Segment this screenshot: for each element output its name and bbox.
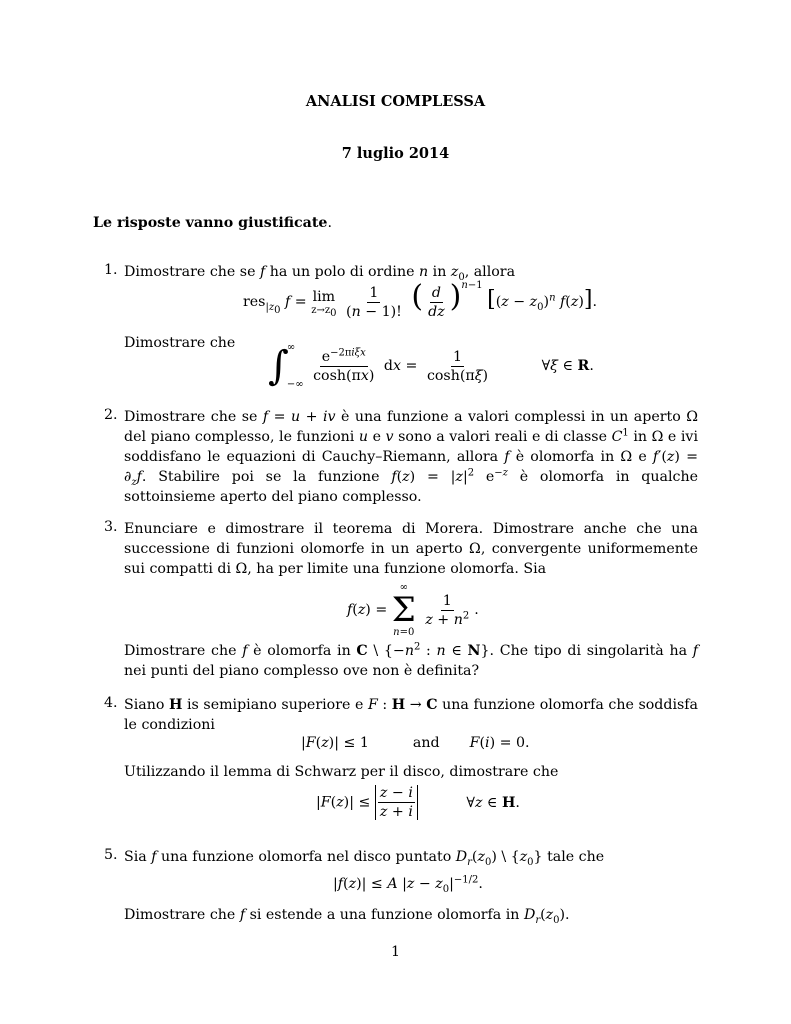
problem-4-formula-schwarz: |F(z)| ≤ $\frac{z - i}{z + i}$ ∀z ∈ H. — [316, 785, 520, 820]
problem-3-text-a: Enunciare e dimostrare il teorema di Morera. Dimostrare anche che una successione di funzioni olomorfe in un aperto Ω, convergente uniformemente sui compatti di Ω, ha per limite una funzione olomorfa. Sia — [124, 521, 698, 577]
problem-4-number: 4. — [104, 695, 118, 711]
problem-4-text-b: Utilizzando il lemma di Schwarz per il disco, dimostrare che — [124, 764, 559, 780]
problem-1-text-a: Dimostrare che se f ha un polo di ordine n in $z_0$, allora — [124, 264, 516, 283]
intro-text: Le risposte vanno giustificate — [93, 215, 328, 231]
problem-2-number: 2. — [104, 407, 118, 423]
problem-1-number: 1. — [104, 262, 118, 278]
problem-5-number: 5. — [104, 847, 118, 863]
problem-3-formula-series: f(z) = ∞ Σ n=0 $\frac{1}{z + n^2}$ . — [347, 582, 479, 638]
intro-note: Le risposte vanno giustificate. — [93, 215, 332, 231]
page-number: 1 — [390, 944, 401, 960]
problem-5-text-b: Dimostrare che f si estende a una funzione olomorfa in $D_r(z_0)$. — [124, 907, 570, 926]
document-date: 7 luglio 2014 — [341, 145, 450, 162]
problem-4-text-a: Siano H is semipiano superiore e F : H → C una funzione olomorfa che soddisfa le condizioni — [124, 697, 698, 733]
problem-5-text-a: Sia f una funzione olomorfa nel disco puntato $D_r(z_0)$ \ $\{z_0\}$ tale che — [124, 849, 605, 868]
problem-3-number: 3. — [104, 519, 118, 535]
problem-4-formula-conditions: |F(z)| ≤ 1 and F(i) = 0. — [301, 735, 530, 751]
problem-3-text-b: Dimostrare che f è olomorfa in C \ {$-n^2$ : n ∈ N}. Che tipo di singolarità ha f nei punti del piano complesso ove non è definita? — [124, 641, 699, 679]
problem-1-text-b: Dimostrare che — [124, 335, 236, 351]
document-title: ANALISI COMPLESSA — [305, 93, 486, 110]
problem-1-formula-integral: ∫ ∞ −∞ $\frac{e^{-2\pi i\xi x}}{\cosh(\pi x)}$ dx = $\frac{1}{\cosh(\pi\xi)}$ ∀ξ ∈ R. — [268, 342, 594, 390]
problem-2-text: Dimostrare che se f = u + iv è una funzione a valori complessi in un aperto Ω del piano complesso, le funzioni u e v sono a valori reali e di classe $C^1$ in Ω e ivi soddisfano le equazioni di Cauchy–Riemann, allora f è olomorfa in Ω e $f'(z) = \partial_zf$. Stabilire poi se la funzione $f(z) = |z|^2$ $e^{-z}$ è olomorfa in qualche sottoinsieme aperto del piano complesso. — [124, 409, 698, 505]
problem-1-formula-residue: res$_{|z_0}$ f = lim $z\to z_0$ $\frac{1}{(n - 1)!}$ ( $\frac{d}{dz}$ )$^{n-1}$ [$(z - z_0)^n$ f(z)]. — [243, 279, 597, 320]
problem-5-formula-bound: |f(z)| ≤ A $|z - z_0|^{-1/2}$. — [333, 874, 483, 895]
